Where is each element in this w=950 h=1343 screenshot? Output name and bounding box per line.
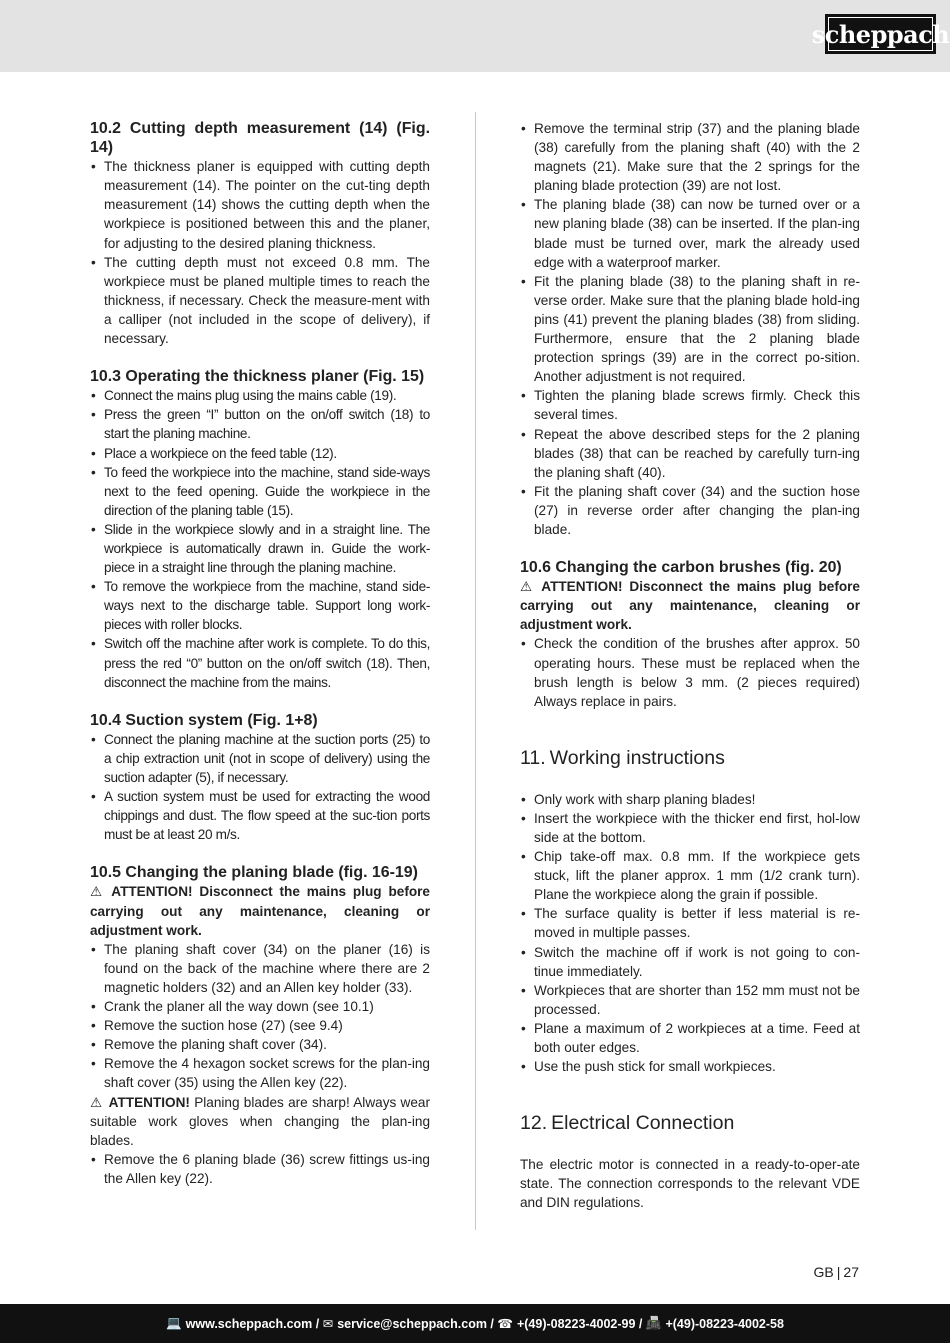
list-item: • To remove the workpiece from the machine, stand side-ways next to the discharge table. Support long work-pieces with roller blocks. <box>90 577 430 634</box>
warning-triangle-icon: ⚠ <box>520 579 536 595</box>
computer-icon: 💻 <box>166 1316 182 1330</box>
bullet-list <box>90 386 430 692</box>
list-item: • Press the green “I” button on the on/off switch (18) to start the planing machine. <box>90 405 430 443</box>
footer-phone: +(49)-08223-4002-99 <box>516 1316 636 1331</box>
footer-fax: +(49)-08223-4002-58 <box>665 1316 784 1331</box>
body-paragraph: The electric motor is connected in a ready-to-oper-ate state. The connection corresponds to the relevant VDE and DIN regulations. <box>520 1157 860 1211</box>
list-item: • Remove the suction hose (27) (see 9.4) <box>90 1016 430 1035</box>
list-item: • To feed the workpiece into the machine, stand side-ways next to the feed opening. Guide the workpiece in the direction of the planing table (15). <box>90 463 430 520</box>
section-heading: 10.4 Suction system (Fig. 1+8) <box>90 711 318 729</box>
list-item: • The surface quality is better if less material is re-moved in multiple passes. <box>520 904 860 942</box>
right-column <box>520 119 860 1213</box>
bullet-list <box>90 1150 430 1188</box>
page-number: GB | 27 <box>813 1264 859 1280</box>
list-item: • A suction system must be used for extracting the wood chippings and dust. The flow speed at the suc-tion ports must be at least 20 m/s. <box>90 787 430 844</box>
list-item: • Use the push stick for small workpieces. <box>520 1057 860 1076</box>
bullet-list <box>520 634 860 710</box>
list-item: • Check the condition of the brushes after approx. 50 operating hours. These must be replaced when the brush length is below 3 mm. (2 pieces required) Always replace in pairs. <box>520 634 860 710</box>
list-item: • Tighten the planing blade screws firmly. Check this several times. <box>520 386 860 424</box>
list-item: • The planing shaft cover (34) on the planer (16) is found on the back of the machine where there are 2 magnetic holders (32) and an Allen key holder (33). <box>90 940 430 997</box>
list-item: • Slide in the workpiece slowly and in a straight line. The workpiece is automatically drawn in. Guide the work-piece in a straight line through the planing machine. <box>90 520 430 577</box>
warning-paragraph: ⚠ ATTENTION! Disconnect the mains plug before carrying out any maintenance, cleaning or adjustment work. <box>90 884 430 938</box>
list-item: • Plane a maximum of 2 workpieces at a time. Feed at both outer edges. <box>520 1019 860 1057</box>
list-item: • The cutting depth must not exceed 0.8 mm. The workpiece must be planed multiple times to reach the thickness, if necessary. Check the measure-ment with a calliper (not included in the scope of delivery), if necessary. <box>90 253 430 348</box>
footer-website[interactable]: www.scheppach.com <box>185 1316 313 1331</box>
list-item: • Fit the planing blade (38) to the planing shaft in re-verse order. Make sure that the planing blade hold-ing pins (41) prevent the planing blades (38) from sliding. Furthermore, ensure that the 2 planing blade protection springs (39) are in the correct po-sition. Another adjustment is not required. <box>520 272 860 387</box>
list-item: • Switch the machine off if work is not going to con-tinue immediately. <box>520 943 860 981</box>
bullet-list <box>520 790 860 1076</box>
email-icon: ✉ <box>322 1317 334 1331</box>
list-item: • Remove the terminal strip (37) and the planing blade (38) carefully from the planing shaft (40) with the 2 magnets (21). Make sure that the 2 springs for the planing blade protection (39) are not lost. <box>520 119 860 195</box>
list-item: • Chip take-off max. 0.8 mm. If the workpiece gets stuck, lift the planer approx. 1 mm (1/2 crank turn). Plane the workpiece along the grain if possible. <box>520 847 860 904</box>
warning-triangle-icon: ⚠ <box>90 1094 103 1110</box>
list-item: • Place a workpiece on the feed table (12). <box>90 444 430 463</box>
list-item: • Repeat the above described steps for the 2 planing blades (38) that can be reached by carefully turn-ing the planing shaft (40). <box>520 425 860 482</box>
list-item: • Only work with sharp planing blades! <box>520 790 860 809</box>
column-divider <box>475 112 476 1230</box>
header-band <box>0 0 950 72</box>
fax-icon: 📠 <box>645 1316 662 1330</box>
warning-triangle-icon: ⚠ <box>90 884 106 900</box>
list-item: • Crank the planer all the way down (see 10.1) <box>90 997 430 1016</box>
section-heading: 10.6 Changing the carbon brushes (fig. 20) <box>520 559 842 577</box>
list-item: • Remove the 4 hexagon socket screws for the plan-ing shaft cover (35) using the Allen key (22). <box>90 1054 430 1092</box>
brand-logo: scheppach <box>825 14 936 54</box>
chapter-heading: 11. Working instructions <box>520 746 725 769</box>
footer-band: 💻 www.scheppach.com / ✉ service@scheppach.com / ☎ +(49)-08223-4002-99 / 📠 +(49)-08223-4002-58 <box>0 1304 950 1343</box>
section-heading: 10.3 Operating the thickness planer (Fig. 15) <box>90 368 425 386</box>
warning-paragraph: ⚠ ATTENTION! Disconnect the mains plug before carrying out any maintenance, cleaning or adjustment work. <box>520 579 860 633</box>
list-item: • Remove the planing shaft cover (34). <box>90 1035 430 1054</box>
section-heading: 10.2 Cutting depth measurement (14) (Fig. 14) <box>90 120 430 157</box>
bullet-list <box>90 730 430 845</box>
list-item: • Switch off the machine after work is complete. To do this, press the red “0” button on the on/off switch (18). Then, disconnect the machine from the mains. <box>90 634 430 691</box>
list-item: • Connect the planing machine at the suction ports (25) to a chip extraction unit (not in scope of delivery) using the suction adapter (5), if necessary. <box>90 730 430 787</box>
left-column <box>90 119 430 1188</box>
warning-note: ⚠ ATTENTION! Planing blades are sharp! Always wear suitable work gloves when changing the plan-ing blades. <box>90 1094 430 1148</box>
bullet-list <box>90 940 430 1093</box>
list-item: • Connect the mains plug using the mains cable (19). <box>90 386 430 405</box>
section-heading: 10.5 Changing the planing blade (fig. 16-19) <box>90 864 418 882</box>
list-item: • Remove the 6 planing blade (36) screw fittings us-ing the Allen key (22). <box>90 1150 430 1188</box>
list-item: • The planing blade (38) can now be turned over or a new planing blade (38) can be inserted. If the plan-ing blade must be turned over, mark the already used edge with a waterproof marker. <box>520 195 860 271</box>
list-item: • Fit the planing shaft cover (34) and the suction hose (27) in reverse order after changing the plan-ing blade. <box>520 482 860 539</box>
bullet-list <box>520 119 860 539</box>
list-item: • The thickness planer is equipped with cutting depth measurement (14). The pointer on the cut-ting depth measurement (14) shows the cutting depth when the workpiece is positioned between this and the planer, for adjusting to the desired planing thickness. <box>90 157 430 252</box>
chapter-heading: 12. Electrical Connection <box>520 1112 735 1135</box>
footer-email[interactable]: service@scheppach.com <box>337 1316 487 1331</box>
phone-icon: ☎ <box>497 1317 513 1331</box>
list-item: • Insert the workpiece with the thicker end first, hol-low side at the bottom. <box>520 809 860 847</box>
bullet-list <box>90 157 430 348</box>
list-item: • Workpieces that are shorter than 152 mm must not be processed. <box>520 981 860 1019</box>
